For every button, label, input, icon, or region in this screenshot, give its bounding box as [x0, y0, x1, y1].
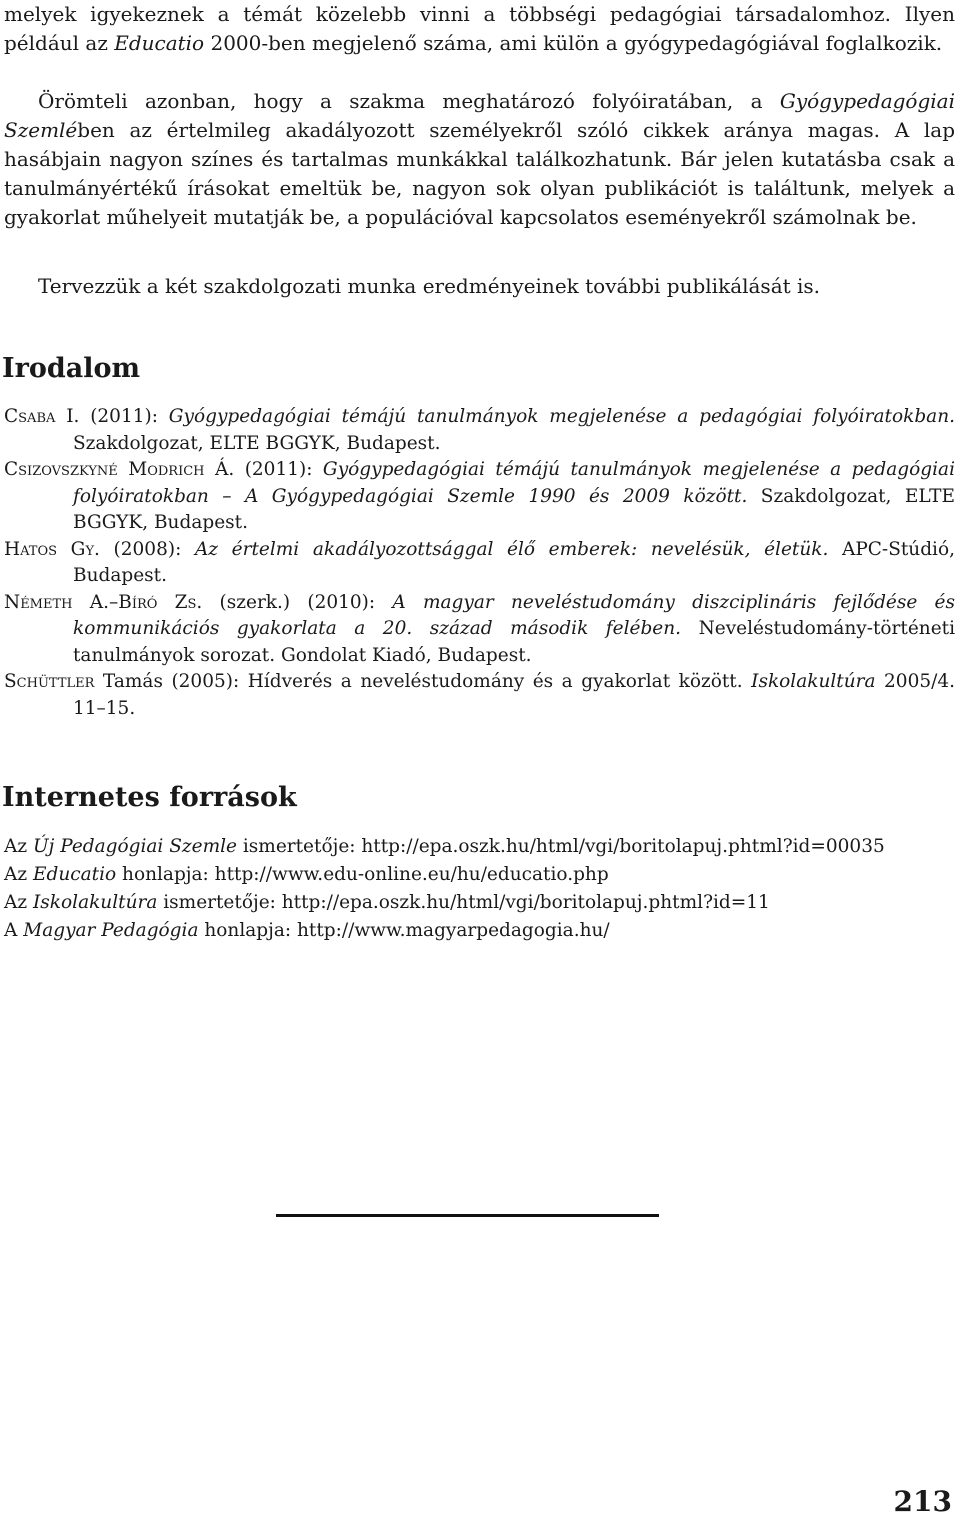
source-title: Magyar Pedagógia: [23, 920, 199, 941]
reference-publisher: Szakdolgozat, ELTE BGGYK, Budapest.: [73, 485, 955, 533]
reference-author: Csizovszkyné Modrich Á.: [4, 459, 235, 480]
section-heading-literature: Irodalom: [2, 353, 141, 384]
reference-publisher: 2005/4. 11–15.: [73, 671, 955, 719]
source-title: Iskolakultúra: [33, 892, 158, 913]
page-number: 213: [893, 1485, 952, 1518]
reference-publisher: Neveléstudomány-történeti tanulmányok sorozat. Gondolat Kiadó, Budapest.: [73, 618, 955, 666]
source-title: Új Pedagógiai Szemle: [33, 836, 237, 857]
body-paragraph: Tervezzük a két szakdolgozati munka eredményeinek további publikálását is.: [38, 274, 821, 298]
reference-author: Csaba I.: [4, 406, 80, 427]
paragraph-text: 2000-ben megjelenő száma, ami külön a gyógypedagógiával foglalkozik.: [204, 31, 943, 55]
reference-item: [4, 590, 955, 670]
journal-title: Gyógypedagógiai Szemlé: [4, 89, 955, 142]
source-url: honlapja: http://www.magyarpedagogia.hu/: [198, 920, 610, 941]
reference-author: Hatos Gy.: [4, 538, 100, 560]
journal-title: Educatio: [114, 31, 205, 55]
internet-source-item: Az Educatio honlapja: http://www.edu-online.eu/hu/educatio.php: [4, 864, 609, 885]
source-url: honlapja: http://www.edu-online.eu/hu/educatio.php: [116, 864, 609, 885]
source-url: ismertetője: http://epa.oszk.hu/html/vgi/boritolapuj.phtml?id=11: [157, 892, 770, 913]
reference-title: Gyógypedagógiai témájú tanulmányok megjelenése a pedagógiai folyóiratokban – A Gyógypedagógiai Szemle 1990 és 2009 között.: [73, 459, 955, 507]
section-heading-internet-sources: Internetes források: [2, 782, 297, 813]
reference-year: (2008):: [99, 538, 195, 560]
reference-year: (szerk.) (2010):: [202, 591, 393, 613]
internet-source-item: Az Iskolakultúra ismertetője: http://epa.oszk.hu/html/vgi/boritolapuj.phtml?id=11: [4, 892, 770, 913]
source-title: Educatio: [33, 864, 117, 885]
reference-title: Iskolakultúra: [751, 671, 876, 692]
body-paragraph: [4, 87, 955, 232]
reference-year: Tamás (2005): Hídverés a neveléstudomány és a gyakorlat között.: [94, 671, 752, 692]
reference-list: [4, 404, 955, 722]
reference-year: (2011):: [234, 459, 323, 480]
paragraph-text: Örömteli azonban, hogy a szakma meghatározó folyóiratában, a: [38, 89, 780, 113]
reference-year: (2011):: [79, 406, 169, 427]
reference-title: A magyar neveléstudomány diszciplináris fejlődése és kommunikációs gyakorlata a 20. század második felében.: [73, 591, 956, 639]
reference-author: Schüttler: [4, 671, 95, 692]
reference-item: [4, 457, 955, 537]
body-paragraph: [4, 0, 955, 58]
paragraph-text: melyek igyekeznek a témát közelebb vinni a többségi pedagógiai társadalomhoz. Ilyen például az: [4, 2, 955, 55]
source-url: ismertetője: http://epa.oszk.hu/html/vgi/boritolapuj.phtml?id=00035: [237, 836, 885, 857]
reference-title: Gyógypedagógiai témájú tanulmányok megjelenése a pedagógiai folyóiratokban.: [168, 406, 955, 427]
reference-item: [4, 669, 955, 722]
internet-source-list: [4, 833, 955, 945]
reference-publisher: APC-Stúdió, Budapest.: [73, 538, 955, 586]
reference-publisher: Szakdolgozat, ELTE BGGYK, Budapest.: [73, 432, 441, 454]
reference-title: Az értelmi akadályozottsággal élő emberek: nevelésük, életük.: [194, 538, 829, 560]
reference-item: [4, 537, 955, 590]
end-rule-divider: [276, 1214, 659, 1217]
reference-item: [4, 404, 955, 457]
reference-author: Németh A.–Bíró Zs.: [4, 591, 203, 613]
paragraph-text: ben az értelmileg akadályozott személyekről szóló cikkek aránya magas. A lap hasábjain nagyon színes és tartalmas munkákkal találkozhatunk. Bár jelen kutatásba csak a tanulmányértékű írásokat emeltük be, nagyon sok olyan publikációt is találtunk, melyek a gyakorlat műhelyeit mutatják be, a populációval kapcsolatos eseményekről számolnak be.: [4, 118, 955, 229]
internet-source-item: Az Új Pedagógiai Szemle ismertetője: http://epa.oszk.hu/html/vgi/boritolapuj.phtml?id=00035: [4, 836, 885, 857]
internet-source-item: A Magyar Pedagógia honlapja: http://www.magyarpedagogia.hu/: [4, 920, 610, 941]
